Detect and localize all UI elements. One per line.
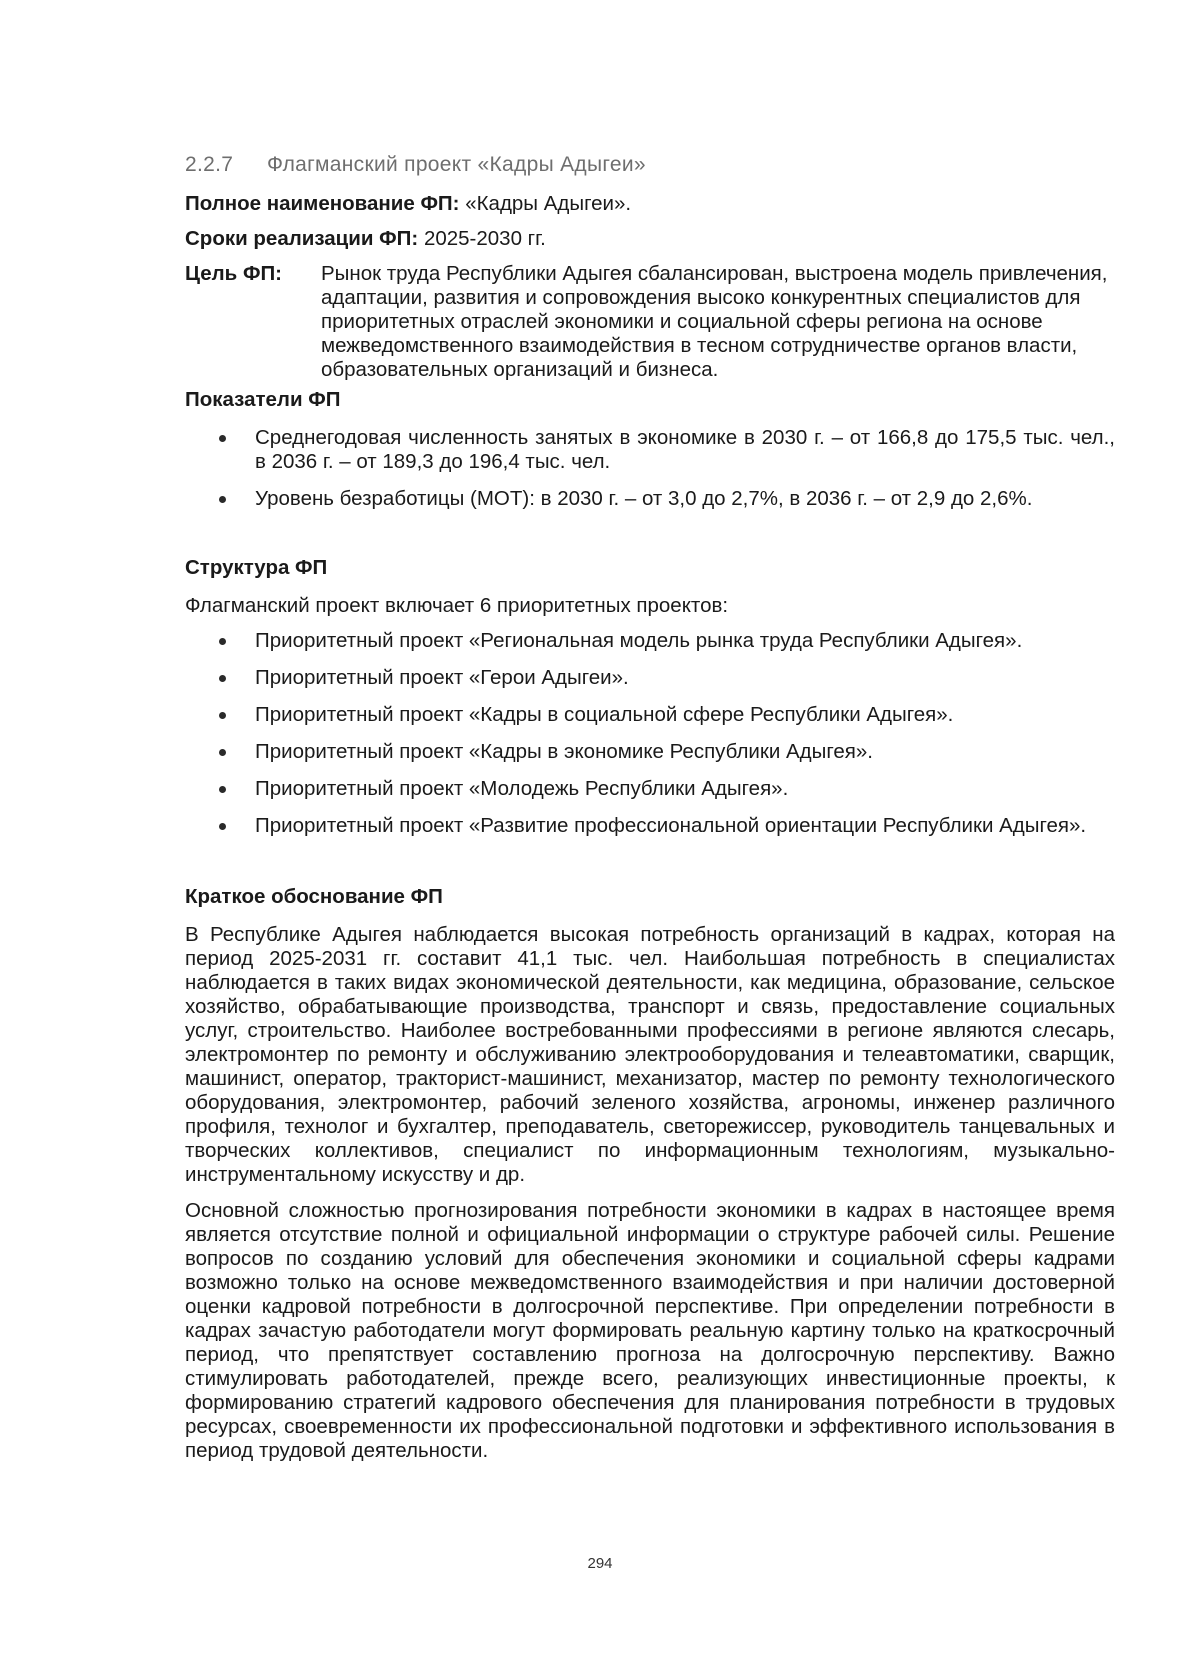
list-item bbox=[185, 426, 1115, 474]
project-text: Приоритетный проект «Герои Адыгеи». bbox=[255, 666, 629, 689]
structure-heading: Структура ФП bbox=[185, 556, 328, 579]
indicators-list bbox=[185, 426, 1115, 511]
goal-label: Цель ФП: bbox=[185, 262, 283, 285]
project-text: Приоритетный проект «Кадры в экономике Республики Адыгея». bbox=[255, 740, 873, 763]
list-item bbox=[185, 814, 1115, 838]
project-text: Приоритетный проект «Региональная модель рынка труда Республики Адыгея». bbox=[255, 629, 1023, 652]
section-heading bbox=[185, 150, 1115, 180]
bullet-icon bbox=[219, 675, 226, 682]
indicator-text: Среднегодовая численность занятых в экономике в 2030 г. – от 166,8 до 175,5 тыс. чел., в 2036 г. – от 189,3 до 196,4 тыс. чел. bbox=[255, 426, 1115, 473]
rationale-paragraph-2: Основной сложностью прогнозирования потребности экономики в кадрах в настоящее время является отсутствие полной и официальной информации о структуре рабочей силы. Решение вопросов по созданию условий для обеспечения экономики и социальной сферы кадрами возможно только на основе межведомственного взаимодействия и при наличии достоверной оценки кадровой потребности в долгосрочной перспективе. При определении потребности в кадрах зачастую работодатели могут формировать реальную картину только на краткосрочный период, что препятствует составлению прогноза на долгосрочную перспективу. Важно стимулировать работодателей, прежде всего, реализующих инвестиционные проекты, к формированию стратегий кадрового обеспечения для планирования потребности в трудовых ресурсах, своевременности их профессиональной подготовки и эффективного использования в период трудовой деятельности. bbox=[185, 1199, 1115, 1462]
section-number: 2.2.7 bbox=[185, 153, 234, 176]
bullet-icon bbox=[219, 435, 226, 442]
indicator-text: Уровень безработицы (МОТ): в 2030 г. – от 3,0 до 2,7%, в 2036 г. – от 2,9 до 2,6%. bbox=[255, 487, 1033, 510]
structure-intro: Флагманский проект включает 6 приоритетных проектов: bbox=[185, 594, 729, 617]
bullet-icon bbox=[219, 823, 226, 830]
bullet-icon bbox=[219, 496, 226, 503]
bullet-icon bbox=[219, 712, 226, 719]
terms-value: 2025-2030 гг. bbox=[418, 227, 546, 250]
list-item bbox=[185, 740, 1115, 764]
page-number: 294 bbox=[587, 1555, 613, 1572]
structure-list bbox=[185, 629, 1115, 838]
rationale-paragraph-1: В Республике Адыгея наблюдается высокая потребность организаций в кадрах, которая на период 2025-2031 гг. составит 41,1 тыс. чел. Наибольшая потребность в специалистах наблюдается в таких видах экономической деятельности, как медицина, образование, сельское хозяйство, обрабатывающие производства, транспорт и связь, предоставление социальных услуг, строительство. Наиболее востребованными профессиями в регионе являются слесарь, электромонтер по ремонту и обслуживанию электрооборудования и телеавтоматики, сварщик, машинист, оператор, тракторист-машинист, механизатор, мастер по ремонту технологического оборудования, электромонтер, рабочий зеленого хозяйства, агрономы, инженер различного профиля, технолог и бухгалтер, преподаватель, светорежиссер, руководитель танцевальных и творческих коллективов, специалист по информационным технологиям, музыкально-инструментальному искусству и др. bbox=[185, 923, 1115, 1186]
full-name-value: «Кадры Адыгеи». bbox=[459, 192, 632, 215]
terms-line bbox=[185, 227, 1115, 251]
list-item bbox=[185, 629, 1115, 653]
full-name-line bbox=[185, 192, 1115, 216]
project-text: Приоритетный проект «Кадры в социальной сфере Республики Адыгея». bbox=[255, 703, 954, 726]
bullet-icon bbox=[219, 786, 226, 793]
list-item bbox=[185, 777, 1115, 801]
bullet-icon bbox=[219, 749, 226, 756]
list-item bbox=[185, 666, 1115, 690]
indicators-heading: Показатели ФП bbox=[185, 388, 341, 411]
project-text: Приоритетный проект «Развитие профессиональной ориентации Республики Адыгея». bbox=[255, 814, 1087, 837]
list-item bbox=[185, 703, 1115, 727]
list-item bbox=[185, 487, 1115, 511]
bullet-icon bbox=[219, 638, 226, 645]
project-text: Приоритетный проект «Молодежь Республики Адыгея». bbox=[255, 777, 789, 800]
section-title: Флагманский проект «Кадры Адыгеи» bbox=[267, 153, 646, 176]
document-page bbox=[185, 150, 1115, 1475]
rationale-heading: Краткое обоснование ФП bbox=[185, 885, 443, 908]
goal-text: Рынок труда Республики Адыгея сбалансирован, выстроена модель привлечения, адаптации, развития и сопровождения высоко конкурентных специалистов для приоритетных отраслей экономики и социальной сферы региона на основе межведомственного взаимодействия в тесном сотрудничестве органов власти, образовательных организаций и бизнеса. bbox=[321, 262, 1108, 381]
full-name-label: Полное наименование ФП: bbox=[185, 192, 460, 215]
goal-row bbox=[185, 262, 1115, 382]
terms-label: Сроки реализации ФП: bbox=[185, 227, 419, 250]
